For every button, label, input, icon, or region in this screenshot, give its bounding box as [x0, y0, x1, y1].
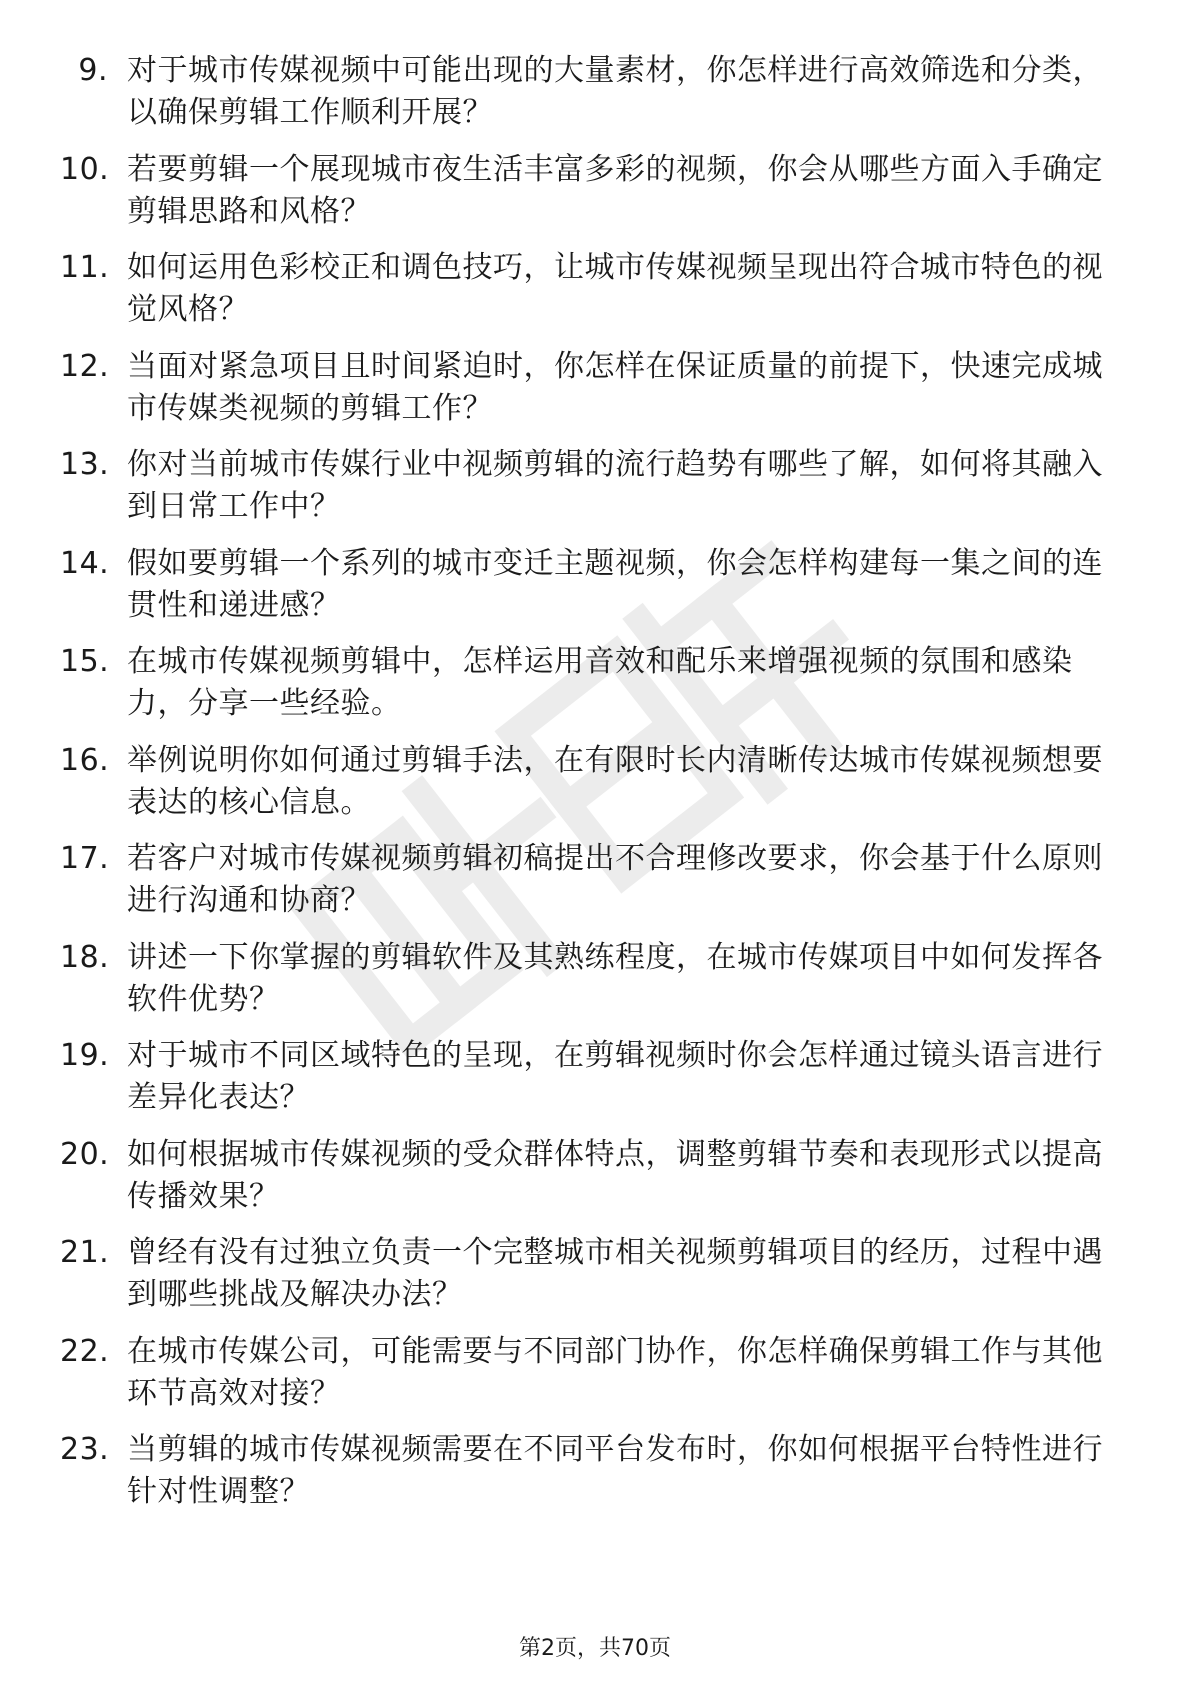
- question-text: 当剪辑的城市传媒视频需要在不同平台发布时，你如何根据平台特性进行针对性调整？: [127, 1432, 1103, 1509]
- page-footer: [0, 1634, 1190, 1664]
- question-item: [60, 247, 1120, 346]
- question-item: [60, 1035, 1120, 1134]
- question-number: 15.: [60, 644, 110, 679]
- question-item: [60, 1134, 1120, 1233]
- question-text: 若客户对城市传媒视频剪辑初稿提出不合理修改要求，你会基于什么原则进行沟通和协商？: [127, 841, 1103, 918]
- question-number: 21.: [60, 1235, 110, 1270]
- question-item: [60, 838, 1120, 937]
- question-item: [60, 1429, 1120, 1528]
- question-number: 14.: [60, 545, 110, 581]
- question-number: 19.: [60, 1038, 110, 1073]
- question-text: 对于城市不同区域特色的呈现，在剪辑视频时你会怎样通过镜头语言进行差异化表达？: [127, 1038, 1103, 1115]
- question-text: 如何根据城市传媒视频的受众群体特点，调整剪辑节奏和表现形式以提高传播效果？: [127, 1136, 1103, 1214]
- question-text: 若要剪辑一个展现城市夜生活丰富多彩的视频，你会从哪些方面入手确定剪辑思路和风格？: [127, 151, 1103, 229]
- question-number: 23.: [60, 1432, 110, 1467]
- question-item: [60, 740, 1120, 839]
- question-item: [60, 346, 1120, 445]
- question-number: 22.: [60, 1333, 110, 1369]
- question-number: 20.: [60, 1136, 110, 1172]
- question-item: [60, 50, 1120, 149]
- question-item: [60, 937, 1120, 1036]
- question-text: 在城市传媒公司，可能需要与不同部门协作，你怎样确保剪辑工作与其他环节高效对接？: [127, 1333, 1103, 1411]
- question-number: 17.: [60, 841, 110, 876]
- question-text: 在城市传媒视频剪辑中，怎样运用音效和配乐来增强视频的氛围和感染力，分享一些经验。: [127, 644, 1073, 721]
- question-number: 11.: [60, 250, 110, 285]
- question-text: 对于城市传媒视频中可能出现的大量素材，你怎样进行高效筛选和分类，以确保剪辑工作顺利开展？: [127, 53, 1103, 130]
- question-item: [60, 444, 1120, 543]
- question-number: 18.: [60, 939, 110, 975]
- question-list: [60, 50, 1120, 1528]
- page-number-label: 第2页，共70页: [519, 1636, 671, 1661]
- question-item: [60, 641, 1120, 740]
- question-number: 9.: [78, 53, 108, 88]
- question-number: 10.: [60, 151, 110, 187]
- question-number: 12.: [60, 348, 110, 384]
- question-item: [60, 149, 1120, 248]
- question-text: 当面对紧急项目且时间紧迫时，你怎样在保证质量的前提下，快速完成城市传媒类视频的剪辑工作？: [127, 348, 1103, 426]
- question-text: 你对当前城市传媒行业中视频剪辑的流行趋势有哪些了解，如何将其融入到日常工作中？: [127, 447, 1103, 524]
- question-item: [60, 1232, 1120, 1331]
- question-text: 假如要剪辑一个系列的城市变迁主题视频，你会怎样构建每一集之间的连贯性和递进感？: [127, 545, 1103, 623]
- question-item: [60, 543, 1120, 642]
- question-text: 讲述一下你掌握的剪辑软件及其熟练程度，在城市传媒项目中如何发挥各软件优势？: [127, 939, 1103, 1017]
- question-text: 举例说明你如何通过剪辑手法，在有限时长内清晰传达城市传媒视频想要表达的核心信息。: [127, 742, 1103, 820]
- question-text: 如何运用色彩校正和调色技巧，让城市传媒视频呈现出符合城市特色的视觉风格？: [127, 250, 1103, 327]
- question-number: 13.: [60, 447, 110, 482]
- question-number: 16.: [60, 742, 110, 778]
- question-item: [60, 1331, 1120, 1430]
- question-text: 曾经有没有过独立负责一个完整城市相关视频剪辑项目的经历，过程中遇到哪些挑战及解决办法？: [127, 1235, 1103, 1312]
